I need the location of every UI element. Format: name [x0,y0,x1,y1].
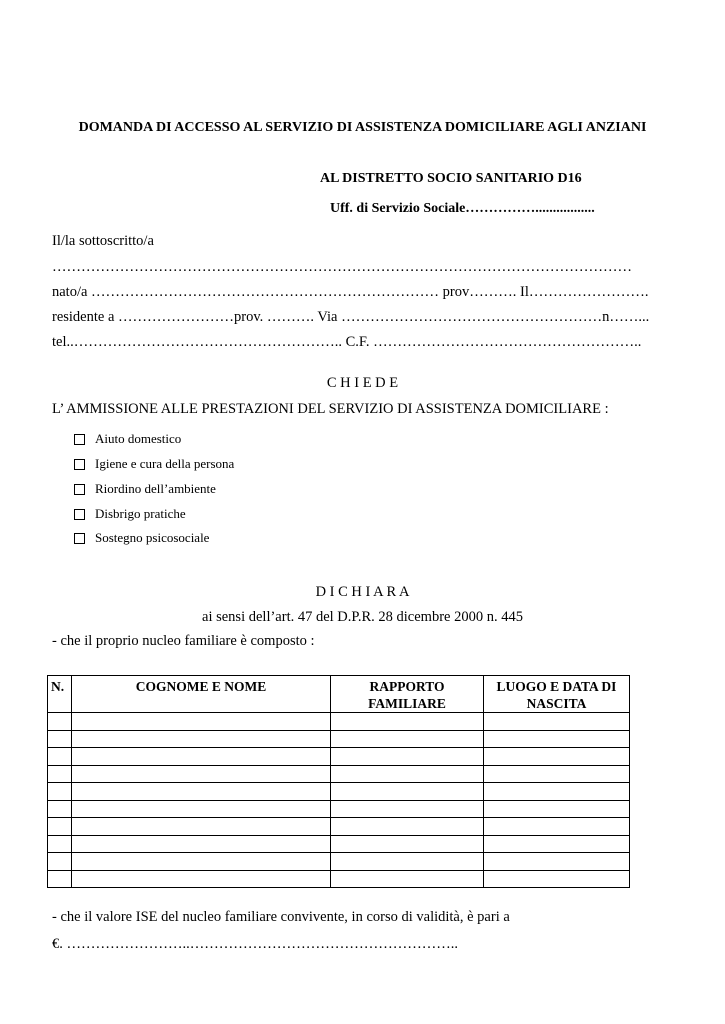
service-label: Disbrigo pratiche [95,506,186,521]
service-option [74,481,216,497]
table-cell[interactable] [72,748,331,766]
column-header-name: COGNOME E NOME [72,676,331,713]
column-header-birth [484,676,630,713]
checkbox-icon[interactable] [74,533,85,544]
table-cell[interactable] [331,765,484,783]
table-cell[interactable] [72,713,331,731]
ise-text: - che il valore ISE del nucleo familiare convivente, in corso di validità, è pari a [52,909,510,925]
document-title: DOMANDA DI ACCESSO AL SERVIZIO DI ASSISTENZA DOMICILIARE AGLI ANZIANI [78,120,647,135]
table-cell[interactable] [484,730,630,748]
table-cell[interactable] [331,730,484,748]
service-option [74,530,209,546]
table-cell[interactable] [48,870,72,888]
table-cell[interactable] [72,800,331,818]
family-table-body [48,713,630,888]
table-cell[interactable] [331,853,484,871]
table-row [48,800,630,818]
service-option [74,456,234,472]
table-cell[interactable] [484,835,630,853]
table-cell[interactable] [484,853,630,871]
name-line: ………………………………………………………………………………………………………… [52,259,632,275]
table-cell[interactable] [72,765,331,783]
table-cell[interactable] [331,783,484,801]
table-row [48,835,630,853]
recipient-office: Uff. di Servizio Sociale……………................. [330,201,595,216]
table-cell[interactable] [48,730,72,748]
contact-line: tel..……………………………………………….. C.F. ……………………………………………….. [52,334,642,350]
table-row [48,818,630,836]
table-cell[interactable] [48,713,72,731]
table-cell[interactable] [72,818,331,836]
family-intro: - che il proprio nucleo familiare è composto : [52,633,315,649]
table-row [48,730,630,748]
declares-heading: D I C H I A R A [315,584,410,600]
table-cell[interactable] [484,748,630,766]
ise-amount-line: €. ……………………..……………………………………………….. [52,936,458,952]
table-cell[interactable] [484,713,630,731]
table-cell[interactable] [72,730,331,748]
column-header-birth-text: LUOGO E DATA DI NASCITA [496,679,617,711]
table-row [48,870,630,888]
table-cell[interactable] [72,853,331,871]
column-header-relationship [331,676,484,713]
table-cell[interactable] [48,818,72,836]
table-cell[interactable] [331,818,484,836]
service-label: Igiene e cura della persona [95,456,235,471]
table-row [48,713,630,731]
table-row [48,748,630,766]
table-cell[interactable] [48,853,72,871]
table-cell[interactable] [484,800,630,818]
table-cell[interactable] [331,713,484,731]
table-cell[interactable] [48,765,72,783]
family-table [47,675,630,888]
table-cell[interactable] [48,800,72,818]
service-label: Aiuto domestico [95,431,182,446]
table-cell[interactable] [484,818,630,836]
service-option [74,506,186,522]
admission-text: L’ AMMISSIONE ALLE PRESTAZIONI DEL SERVIZIO DI ASSISTENZA DOMICILIARE : [52,401,609,417]
table-cell[interactable] [48,783,72,801]
table-cell[interactable] [331,870,484,888]
undersigned-label: Il/la sottoscritto/a [52,233,154,249]
table-cell[interactable] [331,748,484,766]
table-row [48,853,630,871]
birth-line: nato/a ……………………………………………………………… prov………. Il……………………. [52,284,649,300]
requests-heading: C H I E D E [326,375,399,391]
checkbox-icon[interactable] [74,509,85,520]
recipient-district: AL DISTRETTO SOCIO SANITARIO D16 [320,171,582,186]
table-cell[interactable] [48,835,72,853]
table-cell[interactable] [484,765,630,783]
table-cell[interactable] [48,748,72,766]
service-option [74,431,181,447]
table-cell[interactable] [72,870,331,888]
column-header-number: N. [48,676,72,713]
checkbox-icon[interactable] [74,434,85,445]
table-cell[interactable] [72,783,331,801]
table-cell[interactable] [484,870,630,888]
legal-reference: ai sensi dell’art. 47 del D.P.R. 28 dicembre 2000 n. 445 [202,609,523,625]
checkbox-icon[interactable] [74,459,85,470]
table-cell[interactable] [484,783,630,801]
residence-line: residente a ……………………prov. ………. Via ………………………………………………n……... [52,309,650,325]
table-cell[interactable] [72,835,331,853]
table-cell[interactable] [331,835,484,853]
table-row [48,783,630,801]
table-row [48,765,630,783]
checkbox-icon[interactable] [74,484,85,495]
service-label: Riordino dell’ambiente [95,481,216,496]
column-header-relationship-text: RAPPORTO FAMILIARE [368,679,446,711]
service-label: Sostegno psicosociale [95,530,210,545]
table-cell[interactable] [331,800,484,818]
